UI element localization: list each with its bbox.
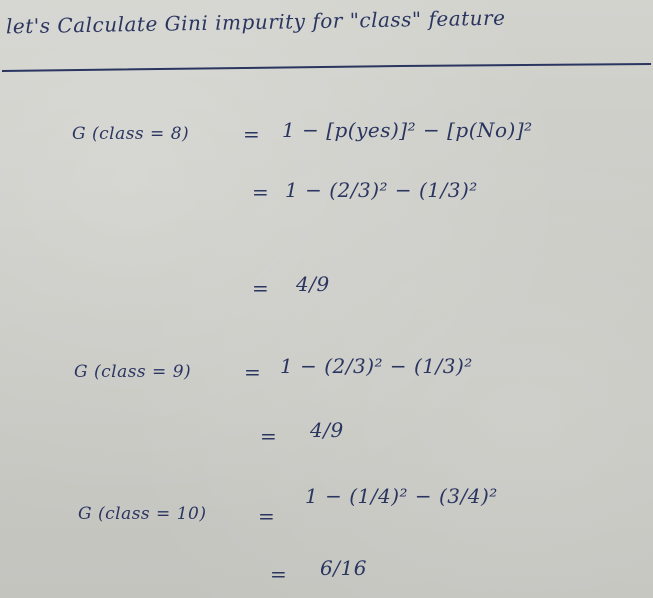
gini-class-9-substitution: 1 − (2/3)² − (1/3)²	[280, 354, 473, 378]
gini-class-9-eq-2: =	[260, 424, 278, 448]
gini-class-10-eq-1: =	[258, 504, 276, 528]
gini-class-8-eq-3: =	[252, 276, 270, 300]
page-heading: let's Calculate Gini impurity for "class" feature	[5, 5, 506, 39]
gini-class-8-substitution: 1 − (2/3)² − (1/3)²	[285, 178, 478, 202]
gini-class-9-result: 4/9	[310, 418, 344, 442]
gini-class-9-label: G (class = 9)	[74, 362, 192, 382]
gini-class-8-eq-1: =	[243, 122, 261, 146]
gini-class-8-label: G (class = 8)	[72, 124, 190, 144]
gini-class-10-eq-2: =	[270, 562, 288, 586]
gini-class-8-result: 4/9	[296, 272, 330, 296]
gini-class-10-result: 6/16	[320, 556, 367, 580]
gini-class-10-substitution: 1 − (1/4)² − (3/4)²	[305, 484, 498, 508]
gini-class-9-eq-1: =	[244, 360, 262, 384]
gini-class-8-formula: 1 − [p(yes)]² − [p(No)]²	[282, 118, 533, 142]
heading-underline	[0, 62, 653, 76]
gini-class-10-label: G (class = 10)	[78, 504, 207, 524]
gini-class-8-eq-2: =	[252, 180, 270, 204]
